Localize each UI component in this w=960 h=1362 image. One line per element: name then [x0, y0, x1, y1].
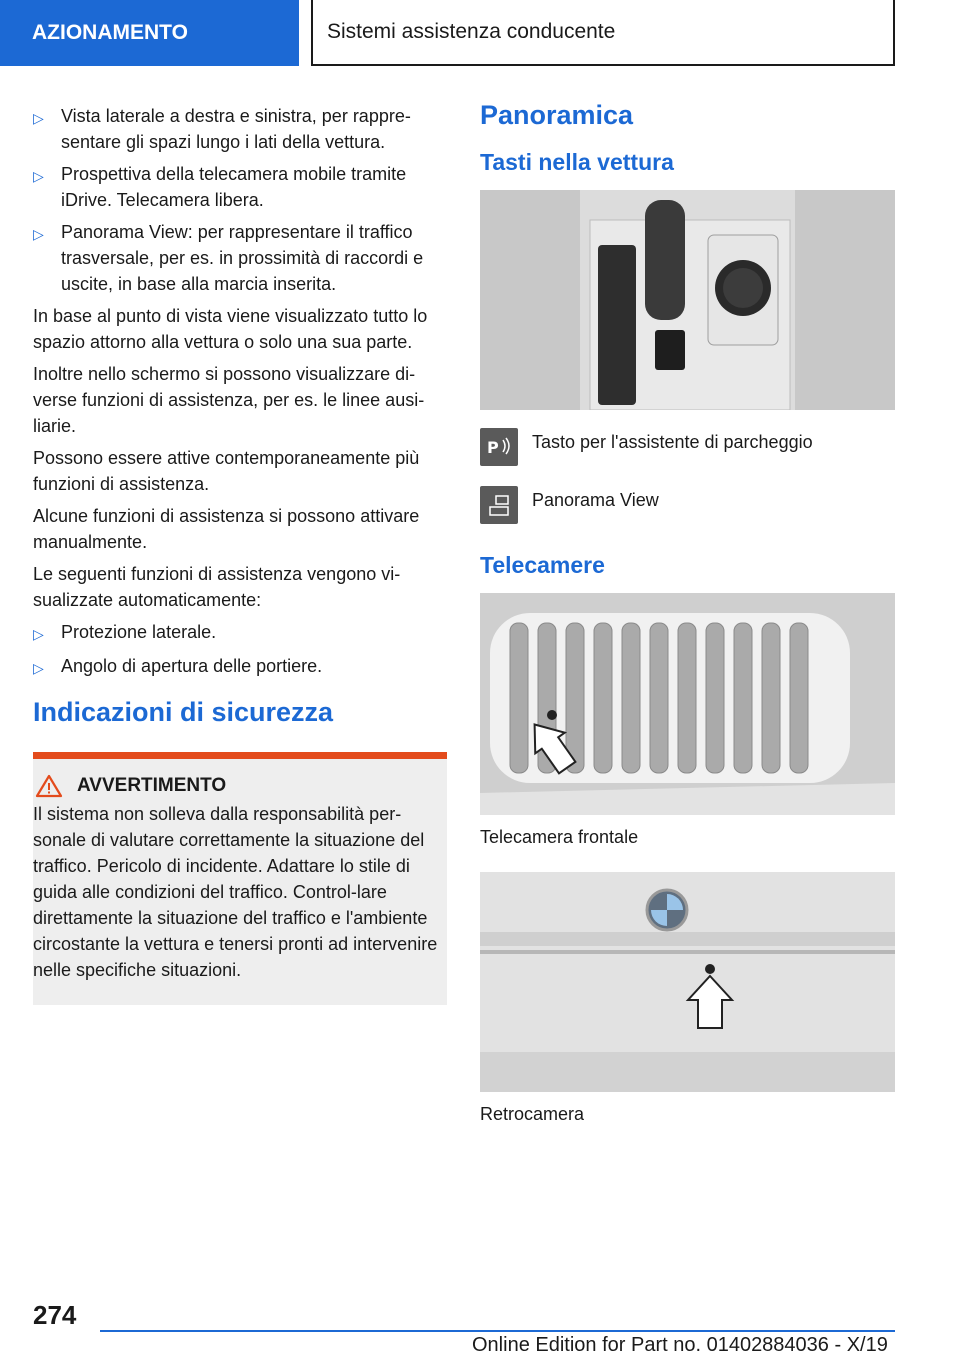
footer-divider [100, 1330, 895, 1332]
list-item: ▷ Vista laterale a destra e sinistra, per rappre-sentare gli spazi lungo i lati della vettura. [33, 103, 447, 155]
safety-heading: Indicazioni di sicurezza [33, 697, 334, 727]
front-camera-caption: Telecamera frontale [480, 827, 639, 847]
parking-button-row [480, 428, 895, 466]
chapter-header [311, 0, 895, 66]
list-item: ▷ Angolo di apertura delle portiere. [33, 653, 447, 681]
svg-text:P: P [487, 438, 499, 457]
warning-box [33, 752, 447, 1005]
paragraph: In base al punto di vista viene visualizzato tutto lo spazio attorno alla vettura o solo una sua parte. [33, 306, 428, 352]
cameras-subheading: Telecamere [480, 552, 605, 578]
center-console-image [480, 190, 895, 410]
buttons-subheading: Tasti nella vettura [480, 149, 674, 175]
list-item: ▷ Protezione laterale. [33, 619, 447, 647]
right-column [480, 100, 895, 1125]
section-tab [0, 0, 299, 66]
chapter-title: Sistemi assistenza conducente [327, 20, 616, 43]
panorama-view-icon [480, 486, 518, 524]
list-item: ▷ Panorama View: per rappresentare il traffico trasversale, per es. in prossimità di raccordi e uscite, in base alla marcia inserita. [33, 219, 447, 297]
bullet-triangle-icon: ▷ [33, 168, 44, 184]
bullet-triangle-icon: ▷ [33, 110, 44, 126]
parking-assistant-icon [480, 428, 518, 466]
front-camera-image [480, 593, 895, 815]
paragraph: Possono essere attive contemporaneamente più funzioni di assistenza. [33, 448, 420, 494]
footer-edition: Online Edition for Part no. 01402884036 - X/19 [472, 1334, 888, 1356]
button-label: Panorama View [532, 490, 659, 510]
list-item: ▷ Prospettiva della telecamera mobile tramite iDrive. Telecamera libera. [33, 161, 447, 213]
button-label: Tasto per l'assistente di parcheggio [532, 432, 813, 452]
overview-heading: Panoramica [480, 100, 634, 130]
paragraph: Alcune funzioni di assistenza si possono attivare manualmente. [33, 506, 420, 552]
paragraph: Inoltre nello schermo si possono visualizzare di-verse funzioni di assistenza, per es. le linee ausi-liarie. [33, 364, 425, 436]
bullet-triangle-icon: ▷ [33, 660, 44, 676]
left-column [33, 103, 447, 1005]
page-number: 274 [33, 1300, 77, 1330]
warning-title: AVVERTIMENTO [77, 775, 227, 796]
paragraph: Le seguenti funzioni di assistenza vengono vi-sualizzate automaticamente: [33, 564, 401, 610]
bullet-triangle-icon: ▷ [33, 226, 44, 242]
section-label: AZIONAMENTO [32, 21, 188, 44]
rear-camera-caption: Retrocamera [480, 1104, 585, 1124]
bullet-triangle-icon: ▷ [33, 626, 44, 642]
warning-title-row [33, 773, 447, 799]
panorama-button-row [480, 486, 895, 524]
warning-triangle-icon [35, 774, 63, 798]
rear-camera-image [480, 872, 895, 1092]
warning-text: Il sistema non solleva dalla responsabilità per-sonale di valutare correttamente la situazione del traffico. Pericolo di incidente. Adattare lo stile di guida alle condizioni del traffico. Control-lare direttamente la situazione del traffico e l'ambiente circostante la vettura e tenersi pronti ad intervenire nelle specifiche situazioni. [33, 804, 438, 980]
